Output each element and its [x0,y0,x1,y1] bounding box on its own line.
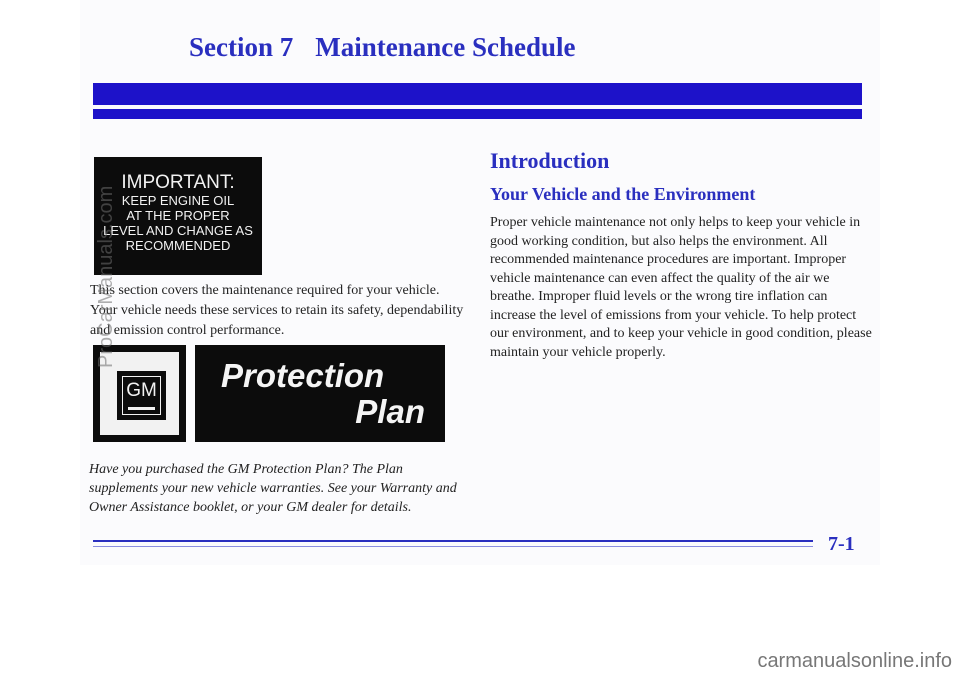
section-title: Maintenance Schedule [315,32,576,62]
gm-badge-text: GM [126,380,157,401]
important-notice-box [94,157,262,275]
environment-subheading: Your Vehicle and the Environment [490,184,756,204]
important-line: RECOMMENDED [125,238,231,253]
important-line: KEEP ENGINE OIL [121,193,235,208]
header-bar-bottom [93,109,862,119]
plan-word: Plan [355,393,425,430]
bottom-watermark[interactable]: carmanualsonline.info [757,650,952,672]
important-line: AT THE PROPER [126,208,230,223]
gm-badge-underline [128,407,155,410]
section-heading [189,32,576,63]
protection-plan-logo [195,345,445,442]
footer-rule-thin [93,546,813,547]
protection-word: Protection [221,357,385,394]
header-bar-top [93,83,862,105]
protection-plan-caption: Have you purchased the GM Protection Plan? The Plan supplements your new vehicle warranties. See your Warranty and Owner Assistance booklet, or your GM dealer for details. [89,462,457,515]
page-number: 7-1 [828,533,855,555]
important-line: LEVEL AND CHANGE AS [103,223,253,238]
important-heading: IMPORTANT: [121,172,235,193]
introduction-heading: Introduction [490,148,610,173]
footer-rule [93,540,813,542]
environment-paragraph: Proper vehicle maintenance not only helps to keep your vehicle in good working condition, but also helps the environment. All recommended maintenance procedures are important. Improper vehicle maintenance can even affect the quality of the air we breathe. Improper fluid levels or the wrong tire inflation can increase the level of emissions from your vehicle. To help protect our environment, and to keep your vehicle in good condition, please maintain your vehicle properly. [490,215,872,360]
side-watermark: ProCarManuals.com [95,185,117,368]
section-number: Section 7 [189,32,294,62]
section-intro-paragraph: This section covers the maintenance required for your vehicle. Your vehicle needs these services to retain its safety, dependability and emission control performance. [90,283,464,338]
gm-badge-icon [117,371,166,420]
